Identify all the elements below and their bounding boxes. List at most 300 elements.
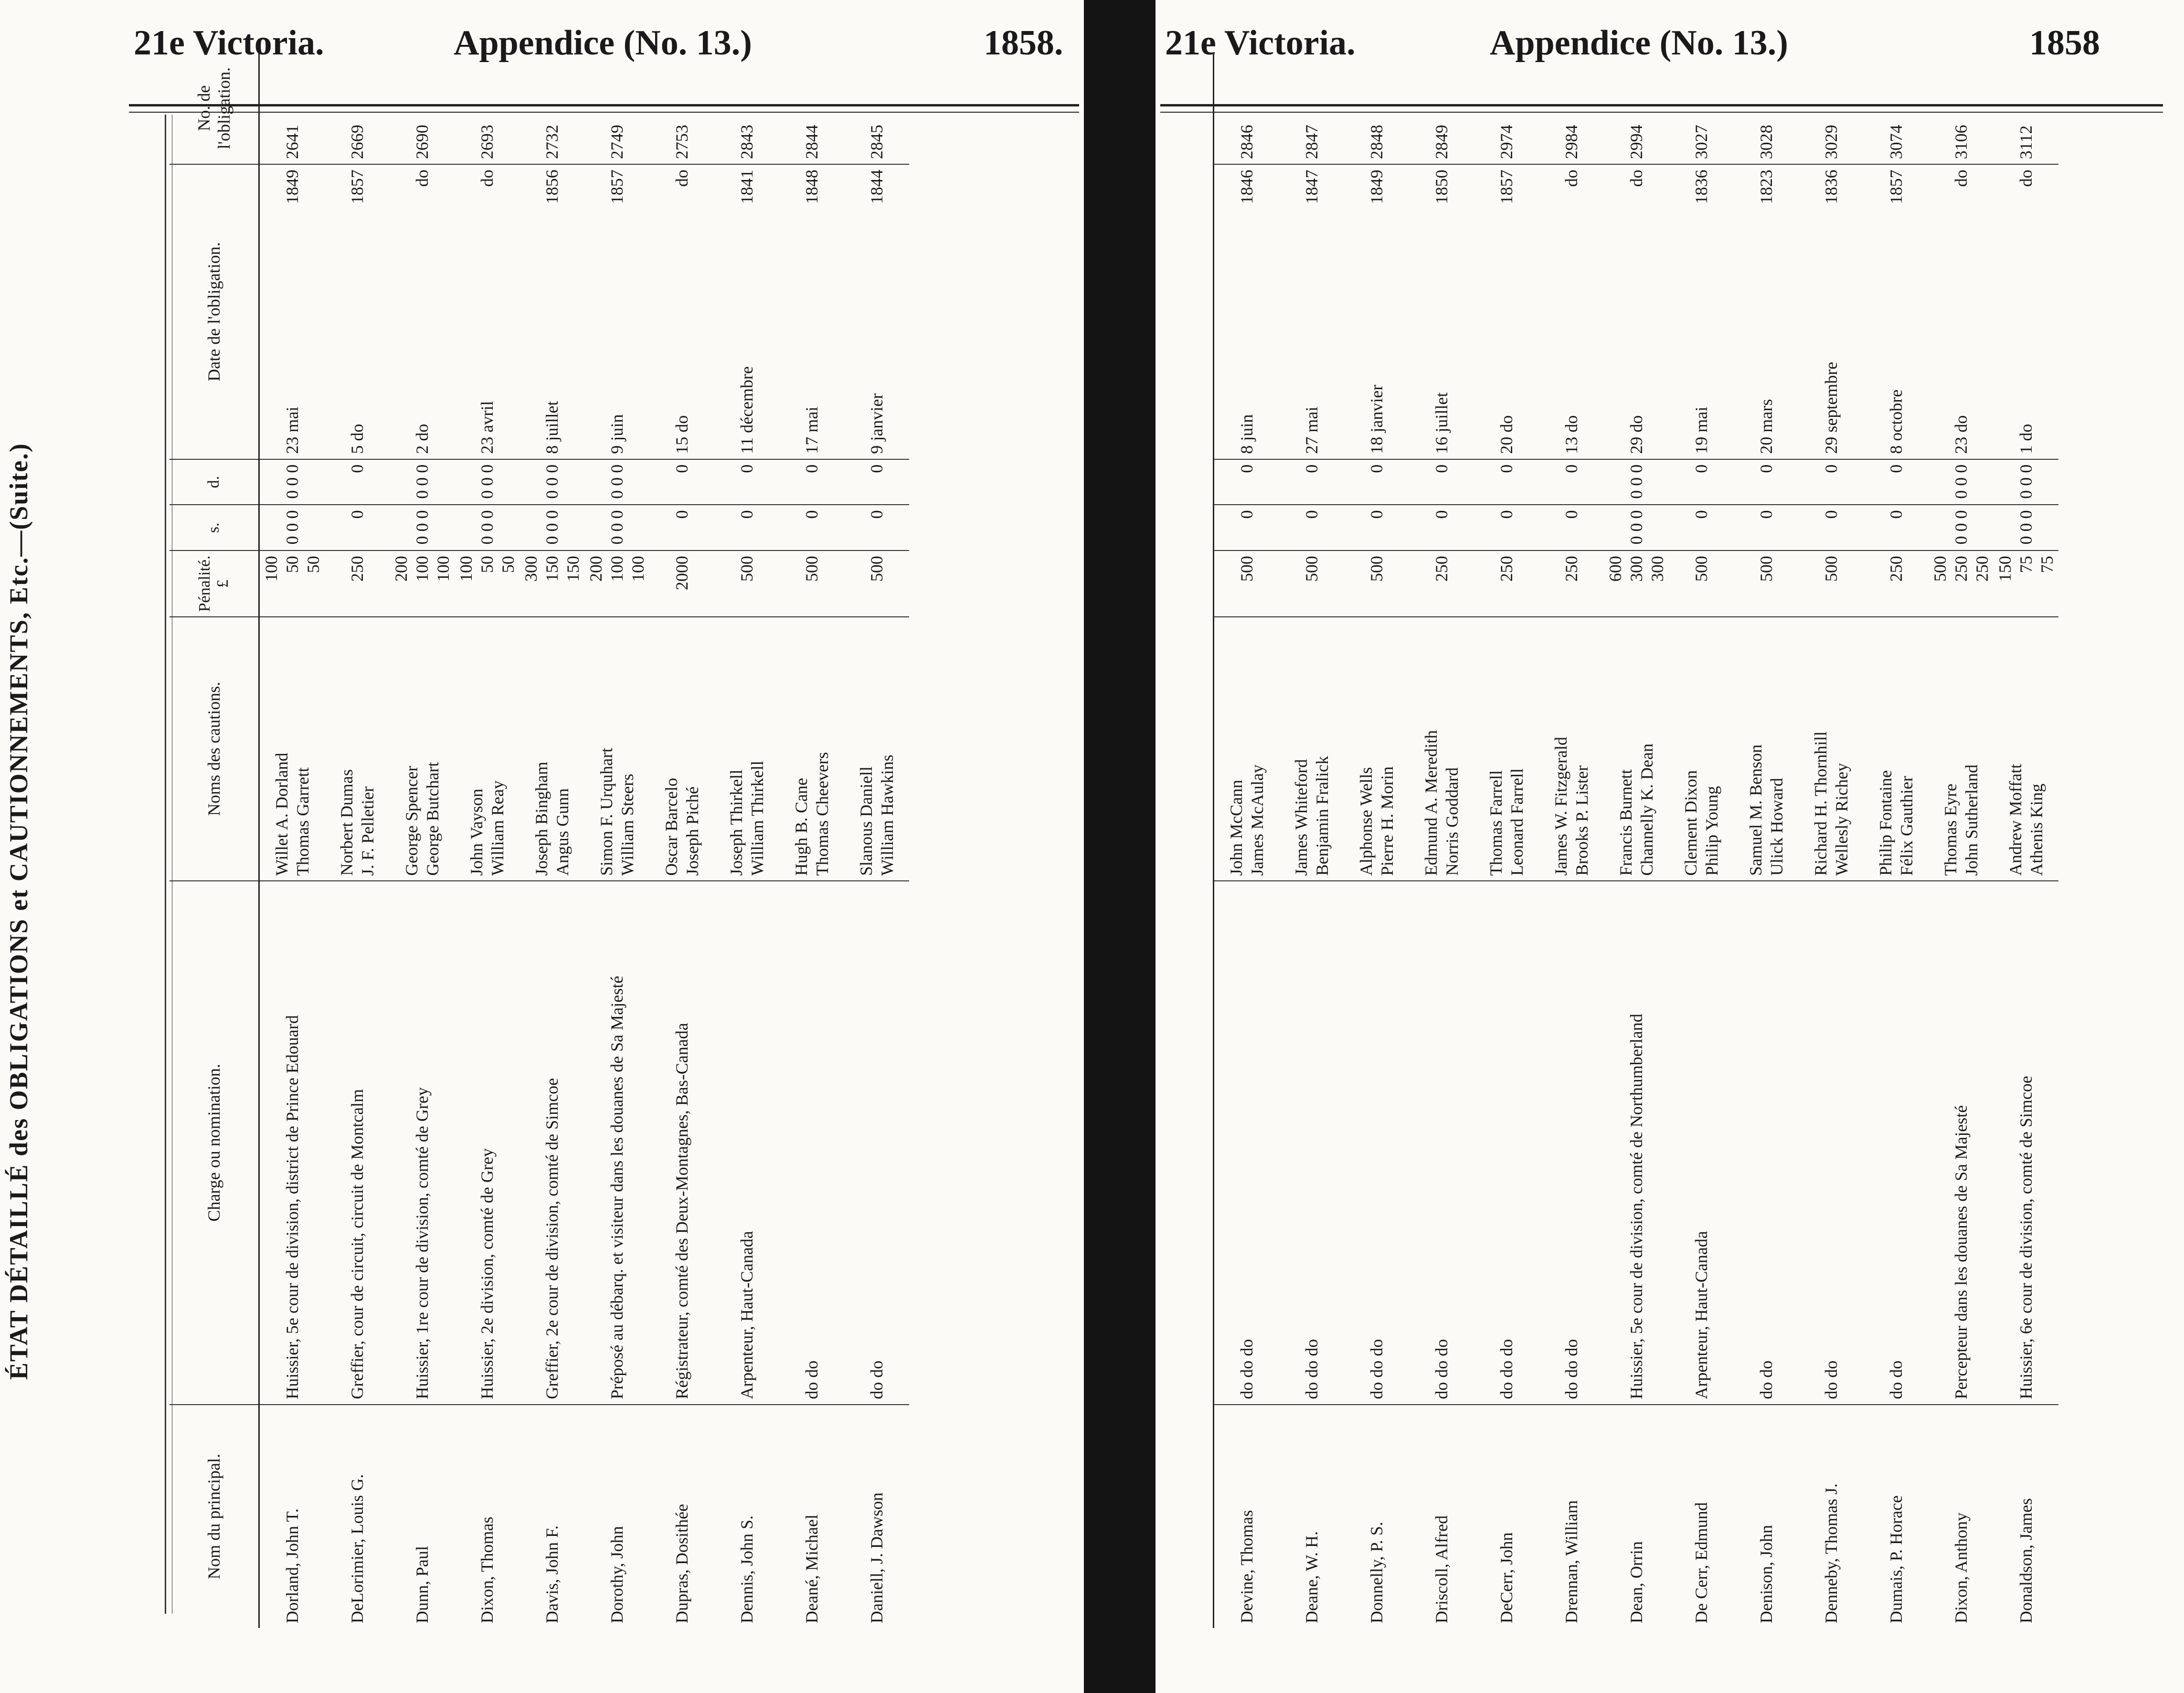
pence-text: 0 0 0 bbox=[283, 464, 302, 499]
day-text: 20 do bbox=[1497, 415, 1516, 454]
charge-text: Huissier, 2e division, comté de Grey bbox=[477, 1148, 497, 1399]
sureties-cell bbox=[325, 617, 390, 881]
year-text: 1841 bbox=[737, 169, 756, 204]
year-cell bbox=[259, 164, 325, 266]
pound-text: 250 bbox=[1497, 556, 1516, 582]
sureties-text: Hugh B. Cane bbox=[792, 778, 811, 876]
table-row bbox=[1993, 53, 2058, 1628]
left-table-body bbox=[259, 53, 910, 1628]
pence-text: 0 bbox=[1432, 464, 1451, 473]
pence-text: 0 0 0 bbox=[413, 464, 432, 499]
col-charge: Charge ou nomination. bbox=[170, 881, 259, 1404]
pence-cell bbox=[1539, 459, 1604, 505]
number-cell bbox=[1474, 53, 1539, 164]
pound-text: 50 bbox=[498, 556, 518, 573]
pence-cell bbox=[1929, 459, 1993, 505]
day-text: 5 do bbox=[348, 423, 367, 454]
principal-text: Dunn, Paul bbox=[413, 1546, 432, 1623]
day-text: 17 mai bbox=[802, 406, 821, 454]
number-text: 3027 bbox=[1692, 125, 1711, 159]
pence-text: 0 bbox=[1237, 464, 1256, 473]
sureties-text: John Sutherland bbox=[1962, 764, 1981, 876]
charge-cell bbox=[1799, 881, 1864, 1404]
number-text: 2974 bbox=[1497, 125, 1516, 159]
year-cell bbox=[519, 164, 584, 266]
principal-text: Dixon, Anthony bbox=[1951, 1512, 1971, 1623]
year-text: 1844 bbox=[867, 169, 886, 204]
charge-cell bbox=[325, 881, 390, 1404]
sureties-text: James Whiteford bbox=[1292, 759, 1311, 876]
number-text: 2641 bbox=[283, 125, 302, 159]
pound-cell bbox=[455, 550, 519, 616]
table-row bbox=[779, 53, 844, 1628]
shilling-text: 0 bbox=[1562, 510, 1581, 519]
number-cell bbox=[1734, 53, 1799, 164]
pound-text: 75 bbox=[2037, 556, 2057, 573]
year-cell bbox=[325, 164, 390, 266]
sureties-text: Andrew Moffatt bbox=[2006, 763, 2025, 876]
shilling-text: 0 bbox=[672, 510, 691, 519]
year-cell bbox=[1539, 164, 1604, 266]
right-header-row bbox=[1179, 53, 1214, 1628]
shilling-text: 0 bbox=[1367, 510, 1386, 519]
principal-text: Davis, John F. bbox=[542, 1525, 562, 1623]
pound-text: 150 bbox=[1995, 556, 2014, 582]
year-text: 1836 bbox=[1692, 169, 1711, 204]
sureties-text: Wellesly Richey bbox=[1832, 763, 1851, 876]
year-cell bbox=[714, 164, 779, 266]
sureties-cell bbox=[1669, 617, 1734, 881]
year-cell bbox=[584, 164, 649, 266]
sureties-text: Ulick Howard bbox=[1767, 778, 1786, 876]
principal-cell bbox=[325, 1405, 390, 1628]
number-text: 2753 bbox=[672, 125, 691, 159]
pound-cell bbox=[714, 550, 779, 616]
sureties-cell bbox=[1993, 617, 2058, 881]
day-text: 20 mars bbox=[1757, 399, 1776, 454]
principal-text: Dennis, John S. bbox=[737, 1515, 756, 1623]
day-text: 8 octobre bbox=[1887, 389, 1906, 454]
col-number: No. de l'obligation. bbox=[170, 53, 259, 164]
number-text: 3106 bbox=[1951, 125, 1971, 159]
col-pence: d. bbox=[170, 459, 259, 505]
sureties-text: William Steers bbox=[618, 773, 637, 876]
charge-cell bbox=[1279, 881, 1344, 1404]
pence-text: 0 bbox=[1692, 464, 1711, 473]
principal-cell bbox=[779, 1405, 844, 1628]
year-text: 1850 bbox=[1432, 169, 1451, 204]
charge-text: do do bbox=[1822, 1360, 1841, 1399]
left-appendix: Appendice (No. 13.) bbox=[454, 23, 752, 63]
principal-cell bbox=[1279, 1405, 1344, 1628]
table-row bbox=[1344, 53, 1409, 1628]
principal-cell bbox=[390, 1405, 455, 1628]
pence-text: 0 0 0 bbox=[607, 464, 626, 499]
table-row bbox=[1604, 53, 1669, 1628]
sureties-text: Félix Gauthier bbox=[1897, 776, 1916, 876]
col-date: Date de l'obligation. bbox=[170, 164, 259, 459]
year-cell bbox=[455, 164, 519, 266]
pence-text: 0 0 0 bbox=[2016, 464, 2036, 499]
charge-cell bbox=[1993, 881, 2058, 1404]
charge-text: Percepteur dans les douanes de Sa Majesté bbox=[1951, 1105, 1971, 1399]
right-table-rotated bbox=[1179, 53, 2168, 1628]
pound-text: 100 bbox=[628, 556, 647, 582]
principal-text: DeCerr, John bbox=[1497, 1532, 1516, 1623]
principal-text: Deane, W. H. bbox=[1302, 1531, 1321, 1623]
year-cell bbox=[1214, 164, 1280, 266]
principal-cell bbox=[1539, 1405, 1604, 1628]
pence-text: 0 0 0 bbox=[542, 464, 562, 499]
principal-text: Driscoll, Alfred bbox=[1432, 1515, 1451, 1623]
shilling-cell bbox=[1864, 505, 1929, 551]
day-cell bbox=[584, 266, 649, 459]
right-bonds-table bbox=[1179, 53, 2058, 1628]
sureties-text: Benjamin Fralick bbox=[1313, 756, 1332, 876]
charge-cell bbox=[519, 881, 584, 1404]
sureties-text: Norbert Dumas bbox=[337, 769, 356, 876]
pence-cell bbox=[1993, 459, 2058, 505]
pence-text: 0 bbox=[1497, 464, 1516, 473]
principal-cell bbox=[455, 1405, 519, 1628]
day-text: 15 do bbox=[672, 415, 691, 454]
sureties-text: J. F. Pelletier bbox=[358, 786, 377, 876]
principal-text: Dupras, Dosithée bbox=[672, 1504, 691, 1623]
day-text: 23 do bbox=[1951, 415, 1971, 454]
principal-text: Dorland, John T. bbox=[283, 1508, 302, 1623]
pence-cell bbox=[519, 459, 584, 505]
pence-text: 0 bbox=[1822, 464, 1841, 473]
col-pound bbox=[170, 550, 259, 616]
pence-text: 0 0 0 bbox=[1627, 464, 1646, 499]
principal-cell bbox=[1604, 1405, 1669, 1628]
year-cell bbox=[1279, 164, 1344, 266]
pound-cell bbox=[1864, 550, 1929, 616]
sureties-cell bbox=[844, 617, 909, 881]
right-table-body bbox=[1214, 53, 2059, 1628]
pound-text: 500 bbox=[737, 556, 756, 582]
charge-text: do do bbox=[1887, 1360, 1906, 1399]
number-cell bbox=[1539, 53, 1604, 164]
day-cell bbox=[1669, 266, 1734, 459]
sureties-cell bbox=[1734, 617, 1799, 881]
right-year: 1858 bbox=[2029, 23, 2100, 63]
number-text: 2749 bbox=[607, 125, 626, 159]
charge-text: Huissier, 6e cour de division, comté de Simcoe bbox=[2016, 1076, 2036, 1399]
shilling-cell bbox=[259, 505, 325, 550]
shilling-cell bbox=[584, 505, 649, 550]
pound-cell bbox=[1214, 550, 1280, 616]
number-cell bbox=[259, 53, 325, 164]
pound-text: 500 bbox=[1302, 556, 1321, 582]
pound-cell bbox=[259, 550, 325, 616]
day-cell bbox=[455, 266, 519, 459]
charge-cell bbox=[1409, 881, 1474, 1404]
pound-text: 150 bbox=[542, 556, 562, 582]
shilling-text: 0 bbox=[1497, 510, 1516, 519]
year-text: do bbox=[672, 169, 691, 187]
right-page bbox=[1156, 0, 2184, 1693]
sureties-cell bbox=[714, 617, 779, 881]
year-text: 1857 bbox=[1497, 169, 1516, 204]
charge-text: Greffier, 2e cour de division, comté de Simcoe bbox=[542, 1078, 562, 1399]
day-cell bbox=[1734, 266, 1799, 459]
principal-cell bbox=[1214, 1405, 1280, 1628]
pound-symbol: £ bbox=[214, 579, 232, 588]
principal-text: Denison, John bbox=[1757, 1525, 1776, 1623]
pence-cell bbox=[1864, 459, 1929, 505]
pound-text: 50 bbox=[304, 556, 323, 573]
right-appendix: Appendice (No. 13.) bbox=[1490, 23, 1788, 63]
day-cell bbox=[1474, 266, 1539, 459]
number-cell bbox=[1929, 53, 1993, 164]
col-sureties: Noms des cautions. bbox=[170, 617, 259, 881]
shilling-cell bbox=[1993, 505, 2058, 551]
pound-text: 100 bbox=[262, 556, 281, 582]
charge-cell bbox=[1734, 881, 1799, 1404]
day-text: 16 juillet bbox=[1432, 392, 1451, 454]
day-text: 8 juin bbox=[1237, 414, 1256, 454]
principal-cell bbox=[259, 1405, 325, 1628]
sureties-cell bbox=[584, 617, 649, 881]
day-cell bbox=[1864, 266, 1929, 459]
year-cell bbox=[1604, 164, 1669, 266]
pound-text: 250 bbox=[1562, 556, 1581, 582]
pence-text: 0 bbox=[1757, 464, 1776, 473]
pence-cell bbox=[1474, 459, 1539, 505]
shilling-cell bbox=[1344, 505, 1409, 551]
number-cell bbox=[714, 53, 779, 164]
year-text: 1848 bbox=[802, 169, 821, 204]
charge-cell bbox=[1604, 881, 1669, 1404]
charge-cell bbox=[1669, 881, 1734, 1404]
charge-cell bbox=[779, 881, 844, 1404]
year-cell bbox=[844, 164, 909, 266]
year-text: 1857 bbox=[348, 169, 367, 204]
col-shilling: s. bbox=[170, 505, 259, 550]
charge-text: do do do bbox=[1497, 1339, 1516, 1399]
charge-cell bbox=[844, 881, 909, 1404]
number-text: 2844 bbox=[802, 125, 821, 159]
pound-text: 250 bbox=[1972, 556, 1992, 582]
book-gutter bbox=[1084, 0, 1156, 1693]
charge-text: Arpenteur, Haut-Canada bbox=[737, 1231, 756, 1399]
year-text: 1857 bbox=[607, 169, 626, 204]
year-cell bbox=[1409, 164, 1474, 266]
pence-text: 0 bbox=[1367, 464, 1386, 473]
sureties-text: Philip Fontaine bbox=[1876, 770, 1895, 876]
shilling-cell bbox=[1409, 505, 1474, 551]
left-margin-rule bbox=[165, 115, 166, 1614]
number-text: 3028 bbox=[1757, 125, 1776, 159]
shilling-text: 0 0 0 bbox=[2016, 510, 2036, 545]
shilling-text: 0 0 0 bbox=[607, 510, 626, 545]
pound-cell bbox=[519, 550, 584, 616]
shilling-text: 0 bbox=[1237, 510, 1256, 519]
year-text: do bbox=[2016, 169, 2036, 187]
day-cell bbox=[844, 266, 909, 459]
table-row bbox=[325, 53, 390, 1628]
pence-text: 0 bbox=[867, 464, 886, 473]
principal-text: Devine, Thomas bbox=[1237, 1510, 1256, 1623]
pound-cell bbox=[1279, 550, 1344, 616]
pound-text: 500 bbox=[1757, 556, 1776, 582]
sureties-cell bbox=[390, 617, 455, 881]
sureties-text: Norris Goddard bbox=[1442, 767, 1462, 876]
pound-cell bbox=[1669, 550, 1734, 616]
pound-text: 100 bbox=[456, 556, 476, 582]
pound-cell bbox=[1734, 550, 1799, 616]
table-row bbox=[584, 53, 649, 1628]
sureties-text: Slanous Daniell bbox=[857, 766, 876, 876]
shilling-cell bbox=[1929, 505, 1993, 551]
day-cell bbox=[390, 266, 455, 459]
day-text: 1 do bbox=[2016, 423, 2036, 454]
sureties-text: William Reay bbox=[488, 780, 507, 876]
sureties-text: Edmund A. Meredith bbox=[1421, 730, 1441, 876]
sureties-text: Thomas Eyre bbox=[1941, 783, 1960, 876]
principal-text: Donnelly, P. S. bbox=[1367, 1522, 1386, 1623]
sureties-text: Samuel M. Benson bbox=[1746, 744, 1765, 876]
pound-cell bbox=[1929, 550, 1993, 616]
sureties-text: Joseph Piché bbox=[683, 786, 702, 876]
shilling-cell bbox=[649, 505, 714, 550]
charge-cell bbox=[259, 881, 325, 1404]
year-cell bbox=[1474, 164, 1539, 266]
shilling-cell bbox=[844, 505, 909, 550]
pound-text: 250 bbox=[1887, 556, 1906, 582]
pence-cell bbox=[844, 459, 909, 505]
number-cell bbox=[455, 53, 519, 164]
pound-cell bbox=[1344, 550, 1409, 616]
number-cell bbox=[1864, 53, 1929, 164]
number-text: 2848 bbox=[1367, 125, 1386, 159]
charge-cell bbox=[390, 881, 455, 1404]
sureties-cell bbox=[1474, 617, 1539, 881]
number-text: 3112 bbox=[2016, 125, 2036, 159]
number-text: 2690 bbox=[413, 125, 432, 159]
table-row bbox=[390, 53, 455, 1628]
day-cell bbox=[519, 266, 584, 459]
year-text: 1857 bbox=[1887, 169, 1906, 204]
day-cell bbox=[1993, 266, 2058, 459]
sureties-text: Pierre H. Morin bbox=[1378, 766, 1397, 876]
pence-cell bbox=[584, 459, 649, 505]
pence-cell bbox=[714, 459, 779, 505]
shilling-cell bbox=[1539, 505, 1604, 551]
sureties-cell bbox=[1539, 617, 1604, 881]
day-text: 18 janvier bbox=[1367, 384, 1386, 454]
charge-cell bbox=[1474, 881, 1539, 1404]
pence-cell bbox=[779, 459, 844, 505]
number-text: 2669 bbox=[348, 125, 367, 159]
table-row bbox=[1214, 53, 1280, 1628]
principal-cell bbox=[584, 1405, 649, 1628]
sureties-text: Thomas Farrell bbox=[1486, 770, 1505, 876]
principal-text: DeLorimier, Louis G. bbox=[348, 1474, 367, 1623]
sureties-text: Angus Gunn bbox=[553, 788, 572, 876]
day-text: 13 do bbox=[1562, 415, 1581, 454]
shilling-cell bbox=[519, 505, 584, 550]
pound-text: 500 bbox=[1692, 556, 1711, 582]
pence-text: 0 bbox=[737, 464, 756, 473]
sureties-text: Joseph Bingham bbox=[532, 762, 551, 876]
shilling-text: 0 0 0 bbox=[477, 510, 497, 545]
year-cell bbox=[390, 164, 455, 266]
pence-cell bbox=[325, 459, 390, 505]
principal-cell bbox=[1734, 1405, 1799, 1628]
shilling-text: 0 bbox=[867, 510, 886, 519]
day-cell bbox=[1929, 266, 1993, 459]
charge-text: Huissier, 5e cour de division, district de Prince Edouard bbox=[283, 1015, 302, 1399]
year-text: do bbox=[1562, 169, 1581, 187]
charge-text: do do do bbox=[1432, 1339, 1451, 1399]
sureties-text: Francis Burnett bbox=[1616, 769, 1635, 876]
pound-text: 600 bbox=[1606, 556, 1625, 582]
shilling-cell bbox=[325, 505, 390, 550]
charge-cell bbox=[1929, 881, 1993, 1404]
shilling-text: 0 0 0 bbox=[542, 510, 562, 545]
pence-cell bbox=[1214, 459, 1280, 505]
number-cell bbox=[325, 53, 390, 164]
sureties-text: Simon F. Urquhart bbox=[597, 748, 616, 876]
pound-text: 500 bbox=[1822, 556, 1841, 582]
number-text: 2847 bbox=[1302, 125, 1321, 159]
table-row bbox=[1799, 53, 1864, 1628]
charge-text: Arpenteur, Haut-Canada bbox=[1692, 1231, 1711, 1399]
col-principal: Nom du principal. bbox=[170, 1405, 259, 1628]
day-text: 29 do bbox=[1627, 415, 1646, 454]
charge-text: do do do bbox=[1237, 1339, 1256, 1399]
table-row bbox=[1539, 53, 1604, 1628]
year-cell bbox=[1734, 164, 1799, 266]
sureties-text: John McCann bbox=[1227, 780, 1246, 876]
pound-text: 300 bbox=[521, 556, 541, 582]
charge-cell bbox=[714, 881, 779, 1404]
day-text: 9 janvier bbox=[867, 393, 886, 454]
principal-text: Dumais, P. Horace bbox=[1887, 1495, 1906, 1623]
number-text: 2732 bbox=[542, 125, 562, 159]
year-cell bbox=[1993, 164, 2058, 266]
principal-cell bbox=[1474, 1405, 1539, 1628]
number-cell bbox=[1279, 53, 1344, 164]
charge-cell bbox=[584, 881, 649, 1404]
sureties-cell bbox=[519, 617, 584, 881]
day-text: 9 juin bbox=[607, 414, 626, 454]
pence-cell bbox=[390, 459, 455, 505]
day-text: 19 mai bbox=[1692, 406, 1711, 454]
charge-cell bbox=[1539, 881, 1604, 1404]
charge-text: do do do bbox=[1562, 1339, 1581, 1399]
pound-text: 200 bbox=[586, 556, 605, 582]
number-cell bbox=[1993, 53, 2058, 164]
table-row bbox=[844, 53, 909, 1628]
shilling-cell bbox=[1214, 505, 1280, 551]
shilling-cell bbox=[1669, 505, 1734, 551]
pound-cell bbox=[779, 550, 844, 616]
pence-cell bbox=[1409, 459, 1474, 505]
charge-text: do do bbox=[867, 1360, 886, 1399]
charge-text: do do bbox=[1757, 1360, 1776, 1399]
pence-text: 0 0 0 bbox=[1951, 464, 1971, 499]
right-header-spacer bbox=[1179, 53, 1214, 1628]
sureties-text: Oscar Barcelo bbox=[662, 778, 681, 876]
table-row bbox=[1929, 53, 1993, 1628]
pound-cell bbox=[1604, 550, 1669, 616]
year-cell bbox=[1929, 164, 1993, 266]
shilling-text: 0 bbox=[737, 510, 756, 519]
pence-cell bbox=[455, 459, 519, 505]
